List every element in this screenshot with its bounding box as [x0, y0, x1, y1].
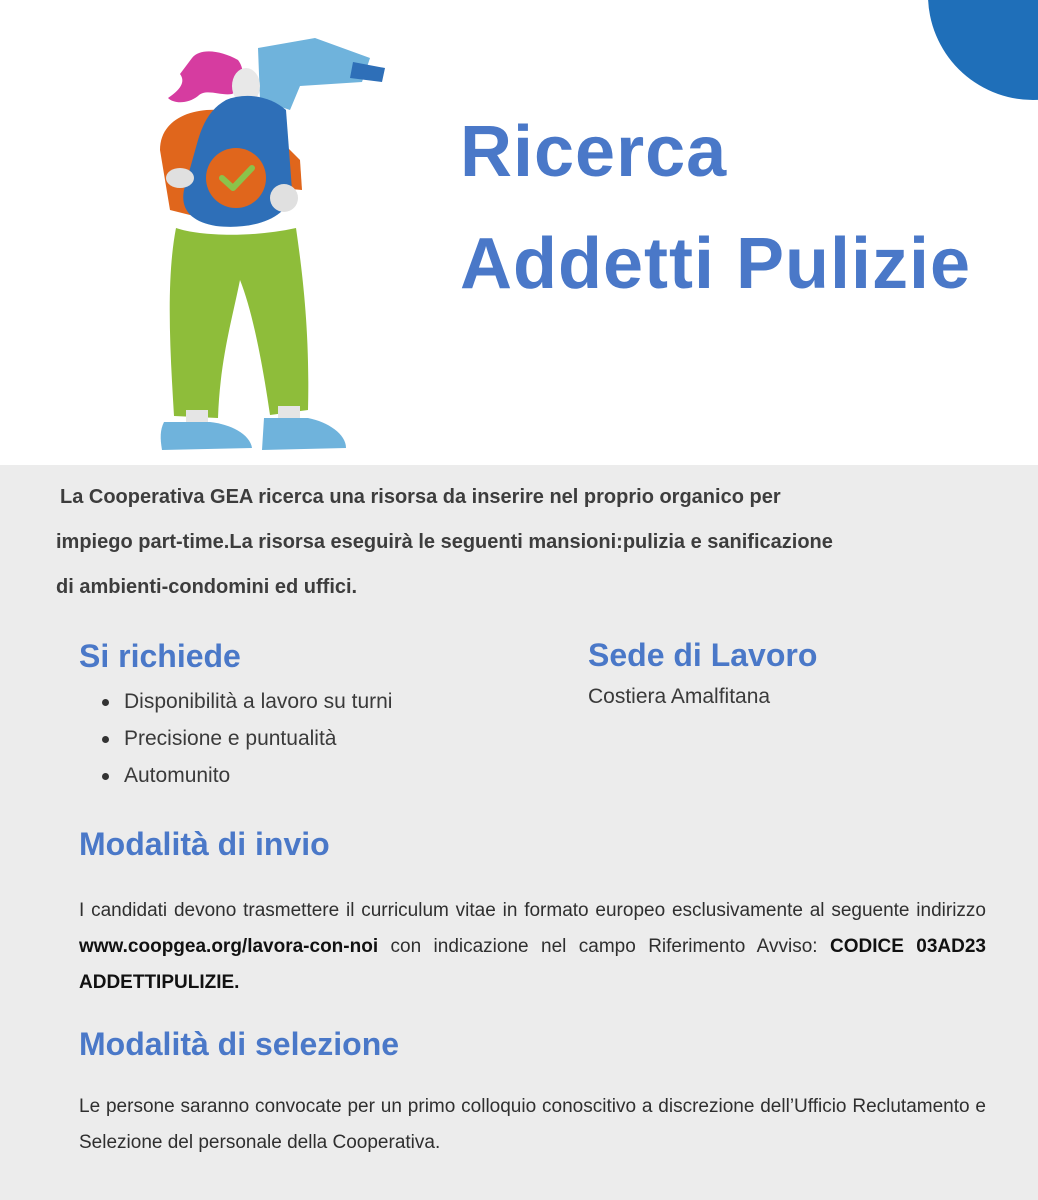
requirements-heading: Si richiede: [79, 638, 241, 674]
intro-line-3: di ambienti-condomini ed uffici.: [56, 576, 358, 598]
title-line-2: Addetti Pulizie: [460, 224, 972, 304]
cleaning-worker-illustration: [140, 30, 400, 460]
submission-text-middle: con indicazione nel campo Riferimento Avviso:: [378, 936, 830, 957]
location-value: Costiera Amalfitana: [588, 685, 771, 708]
header-area: [0, 0, 1038, 465]
submission-url: www.coopgea.org/lavora-con-noi: [79, 936, 379, 957]
content-panel: [0, 465, 1038, 1200]
submission-text-start: I candidati devono trasmettere il curriculum vitae in formato europeo esclusivamente al seguente indirizzo: [79, 900, 986, 921]
title-line-1: Ricerca: [460, 112, 728, 192]
selection-text: Le persone saranno convocate per un primo colloquio conoscitivo a discrezione dell’Ufficio Reclutamento e Selezione del personale della Cooperativa.: [79, 1096, 986, 1153]
submission-text: [79, 893, 986, 1001]
requirements-list: [100, 683, 392, 794]
list-item: Disponibilità a lavoro su turni: [100, 683, 392, 720]
list-item: Automunito: [100, 757, 392, 794]
submission-code: CODICE 03AD23 ADDETTIPULIZIE.: [79, 936, 986, 993]
intro-line-1: La Cooperativa GEA ricerca una risorsa da inserire nel proprio organico per: [60, 486, 781, 508]
list-item: Precisione e puntualità: [100, 720, 392, 757]
corner-decoration: [928, 0, 1038, 100]
page-title: [460, 96, 971, 320]
selection-heading: Modalità di selezione: [79, 1026, 400, 1062]
intro-text: [56, 475, 1021, 610]
submission-heading: Modalità di invio: [79, 826, 330, 862]
intro-line-2: impiego part-time.La risorsa eseguirà le seguenti mansioni:pulizia e sanificazione: [56, 531, 833, 553]
location-heading: Sede di Lavoro: [588, 637, 818, 673]
